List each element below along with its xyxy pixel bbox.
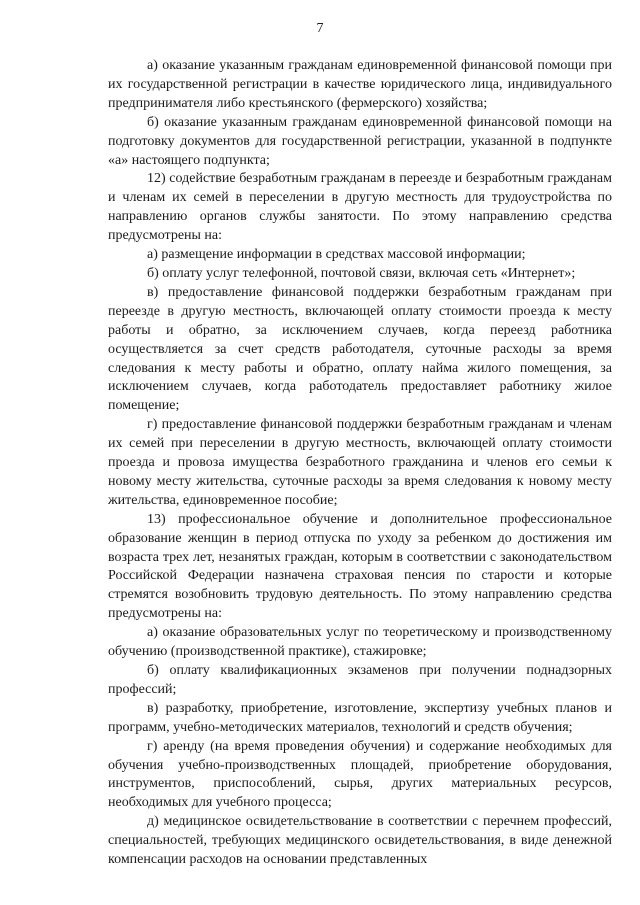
paragraph-12v-move-support: в) предоставление финансовой поддержки безработным гражданам при переезде в другую местность, включающей оплату стоимости проезда к месту работы и обратно, за исключением случаев, когда переезд работника осуществляется за счет средств работодателя, суточные расходы за время следования к месту работы и обратно, оплату найма жилого помещения, за исключением случаев, когда работодатель предоставляет работнику жилое помещение; <box>108 284 612 414</box>
paragraph-13v-curriculum-development: в) разработку, приобретение, изготовление, экспертизу учебных планов и программ, учебно-методических материалов, технологий и средств обучения; <box>108 700 612 735</box>
paragraph-12-relocation-assistance: 12) содействие безработным гражданам в переезде и безработным гражданам и членам их семей в переселении в другую местность для трудоустройства по направлению органов службы занятости. По этому направлению средства предусмотрены на: <box>108 171 612 244</box>
paragraph-a-registration-help: а) оказание указанным гражданам единовременной финансовой помощи при их государственной регистрации в качестве юридического лица, индивидуального предпринимателя либо крестьянского (фермерского) хозяйства; <box>108 58 612 111</box>
paragraph-12g-resettlement-support: г) предоставление финансовой поддержки безработным гражданам и членам их семей при переселении в другую местность, включающей оплату стоимости проезда и провоза имущества безработного гражданина и членов его семьи к новому месту жительства, суточные расходы за время следования к новому месту жительства, единовременное пособие; <box>108 417 612 508</box>
paragraph-12b-communication-services: б) оплату услуг телефонной, почтовой связи, включая сеть «Интернет»; <box>147 265 576 281</box>
paragraph-12a-media-info: а) размещение информации в средствах массовой информации; <box>147 247 526 263</box>
paragraph-13-professional-training: 13) профессиональное обучение и дополнительное профессиональное образование женщин в период отпуска по уходу за ребенком до достижения им возраста трех лет, незанятых граждан, которым в соответствии с законодательством Российской Федерации назначена страховая пенсия по старости и которые стремятся возобновить трудовую деятельность. По этому направлению средства предусмотрены на: <box>108 511 612 622</box>
paragraph-b-document-preparation-help: б) оказание указанным гражданам единовременной финансовой помощи на подготовку документов для государственной регистрации, указанной в подпункте «а» настоящего подпункта; <box>108 114 612 168</box>
document-body <box>108 57 612 870</box>
paragraph-13a-educational-services: а) оказание образовательных услуг по теоретическому и производственному обучению (производственной практике), стажировке; <box>108 625 612 660</box>
paragraph-13d-medical-examination: д) медицинское освидетельствование в соответствии с перечнем профессий, специальностей, требующих медицинского освидетельствования, в виде денежной компенсации расходов на основании представленных <box>108 814 612 868</box>
page-number: 7 <box>316 21 324 36</box>
paragraph-13g-premises-rental: г) аренду (на время проведения обучения) и содержание необходимых для обучения учебно-производственных площадей, приобретение оборудования, инструментов, приспособлений, сырья, других материальных ресурсов, необходимых для учебного процесса; <box>108 738 612 811</box>
paragraph-13b-qualification-exams: б) оплату квалификационных экзаменов при получении поднадзорных профессий; <box>108 663 612 697</box>
